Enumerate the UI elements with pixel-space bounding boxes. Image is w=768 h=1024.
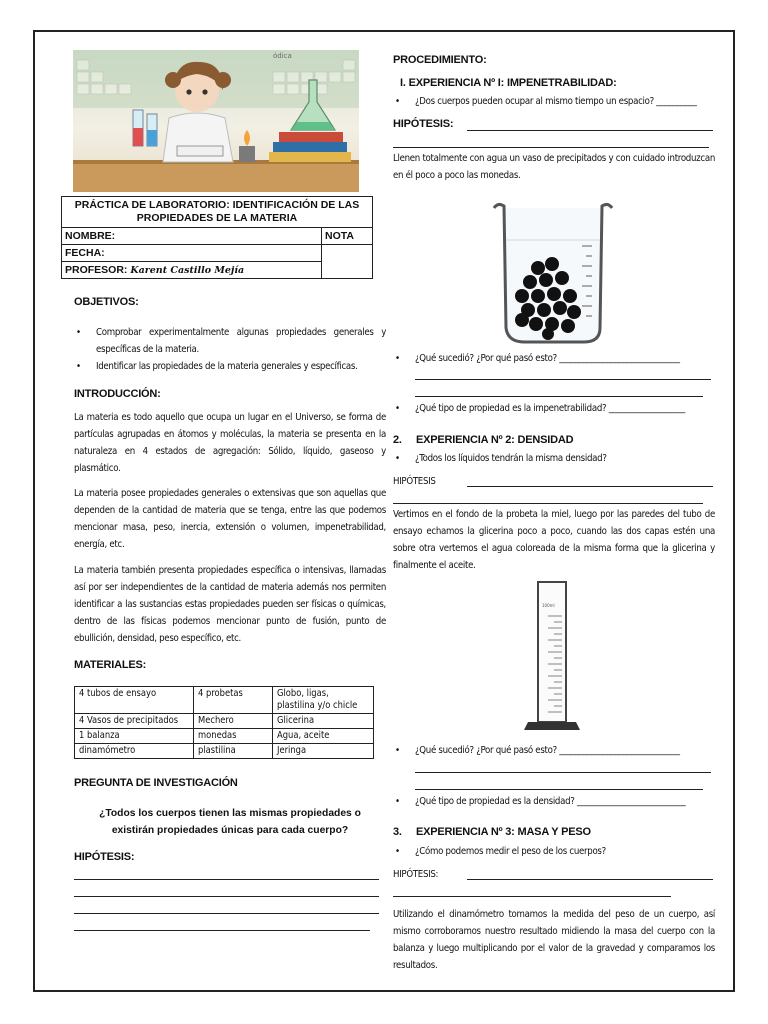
exp1-q3: • ¿Qué tipo de propiedad es la impenetrabilidad? ___________________ [393,400,715,417]
page-title: PRÁCTICA DE LABORATORIO: IDENTIFICACIÓN DE LAS PROPIEDADES DE LA MATERIA [62,197,373,228]
answer-line[interactable] [393,147,709,148]
profesor-label: PROFESOR: [65,264,128,276]
table-row [75,729,374,744]
answer-line[interactable] [467,486,713,487]
cylinder-label: 100ml [542,603,555,608]
profesor-row [62,262,322,279]
table-cell: plastilina [194,744,273,759]
introduccion-p1: La materia es todo aquello que ocupa un lugar en el Universo, se forma de partículas agrupadas en átomos y moléculas, la materia se presenta en la naturaleza en 4 estados de agregación: Sólido, líquido, gaseoso y plasmático. [74,412,386,474]
exp3-question: • ¿Cómo podemos medir el peso de los cuerpos? [393,843,715,860]
table-cell: Jeringa [273,744,374,759]
table-row [75,744,374,759]
exp3-num: 3. [393,826,402,838]
nombre-field[interactable]: NOMBRE: [62,228,322,245]
illustration-label: ódica [273,52,292,60]
table-cell: Globo, ligas, plastilina y/o chicle [273,687,374,714]
hipotesis-left-title: HIPÓTESIS: [74,851,135,863]
exp3-hipotesis: HIPÓTESIS: [393,869,439,880]
answer-line[interactable] [467,879,713,880]
exp2-num: 2. [393,434,402,446]
objetivo-item: • Identificar las propiedades de la materia generales y específicas. [74,358,386,375]
exp1-text: Llenen totalmente con agua un vaso de precipitados y con cuidado introduzcan en él poco a poco las monedas. [393,153,715,181]
table-cell: Glicerina [273,714,374,729]
exp1-question: • ¿Dos cuerpos pueden ocupar al mismo tiempo un espacio? __________ [393,93,715,110]
exp1-q2: • ¿Qué sucedió? ¿Por qué pasó esto? ______________________________ [393,350,715,367]
exp2-title: EXPERIENCIA Nº 2: DENSIDAD [416,434,574,446]
pregunta-text: ¿Todos los cuerpos tienen las mismas propiedades o existirán propiedades únicas para cada cuerpo? [99,808,361,836]
exp2-q3: • ¿Qué tipo de propiedad es la densidad? ___________________________ [393,793,715,810]
profesor-name: Karent Castillo Mejía [130,265,245,276]
nota-label: NOTA [322,228,373,245]
exp2-text: Vertimos en el fondo de la probeta la miel, luego por las paredes del tubo de ensayo echamos la glicerina poco a poco, cuando las dos capas estén una sobre otra vertemos el agua coloreada de la misma forma que la glicerina y finalmente el aceite. [393,509,715,571]
table-cell: Mechero [194,714,273,729]
exp3-text: Utilizando el dinamómetro tomamos la medida del peso de un cuerpo, así mismo corroboramos nuestro resultado midiendo la masa del cuerpo con la balanza y luego multiplicando por el valor de la gravedad y comparamos los resultados. [393,909,715,971]
chemistry-girl-illustration [73,50,359,192]
introduccion-title: INTRODUCCIÓN: [74,388,161,400]
graduated-cylinder-icon [520,580,584,738]
table-cell: Agua, aceite [273,729,374,744]
materiales-title: MATERIALES: [74,659,147,671]
exp3-title: EXPERIENCIA Nº 3: MASA Y PESO [416,826,591,838]
exp1-hipotesis: HIPÓTESIS: [393,118,454,130]
answer-line[interactable] [393,503,703,504]
fecha-field[interactable]: FECHA: [62,245,322,262]
table-cell: 4 tubos de ensayo [75,687,194,714]
answer-line[interactable] [74,879,379,880]
nota-field[interactable] [322,245,373,279]
answer-line[interactable] [415,379,711,380]
introduccion-p3: La materia también presenta propiedades específica o intensivas, llamadas así por ser independientes de la cantidad de materia además nos permiten identificar a las sustancias estas propiedades pueden ser físicas o químicas, dentro de las físicas podemos mencionar punto de fusión, punto de ebullición, densidad, peso específico, etc. [74,565,386,644]
header-table [61,196,373,279]
table-cell: 4 probetas [194,687,273,714]
exp2-q2: • ¿Qué sucedió? ¿Por qué pasó esto? ______________________________ [393,742,715,759]
answer-line[interactable] [467,130,713,131]
answer-line[interactable] [393,896,671,897]
table-row [75,714,374,729]
answer-line[interactable] [74,930,370,931]
introduccion-p2: La materia posee propiedades generales o extensivas que son aquellas que dependen de la cantidad de materia que se tenga, entre las que podemos mencionar masa, peso, inercia, extensión o volumen, impenetrabilidad, energía, etc. [74,488,386,550]
table-cell: monedas [194,729,273,744]
objetivo-item: • Comprobar experimentalmente algunas propiedades generales y específicas de la materia. [74,324,386,358]
objetivos-list [74,324,386,375]
materiales-table [74,686,374,759]
table-cell: 4 Vasos de precipitados [75,714,194,729]
pregunta-title: PREGUNTA DE INVESTIGACIÓN [74,777,238,789]
answer-line[interactable] [415,789,703,790]
beaker-icon [488,200,618,346]
exp1-title: I. EXPERIENCIA Nº I: IMPENETRABILIDAD: [400,77,617,89]
answer-line[interactable] [415,396,703,397]
exp2-hipotesis: HIPÓTESIS [393,476,436,487]
objetivos-title: OBJETIVOS: [74,296,139,308]
table-cell: 1 balanza [75,729,194,744]
answer-line[interactable] [74,896,379,897]
exp2-question: • ¿Todos los líquidos tendrán la misma densidad? [393,450,715,467]
table-row [75,687,374,714]
procedimiento-title: PROCEDIMIENTO: [393,54,487,66]
answer-line[interactable] [415,772,711,773]
table-cell: dinamómetro [75,744,194,759]
answer-line[interactable] [74,913,379,914]
